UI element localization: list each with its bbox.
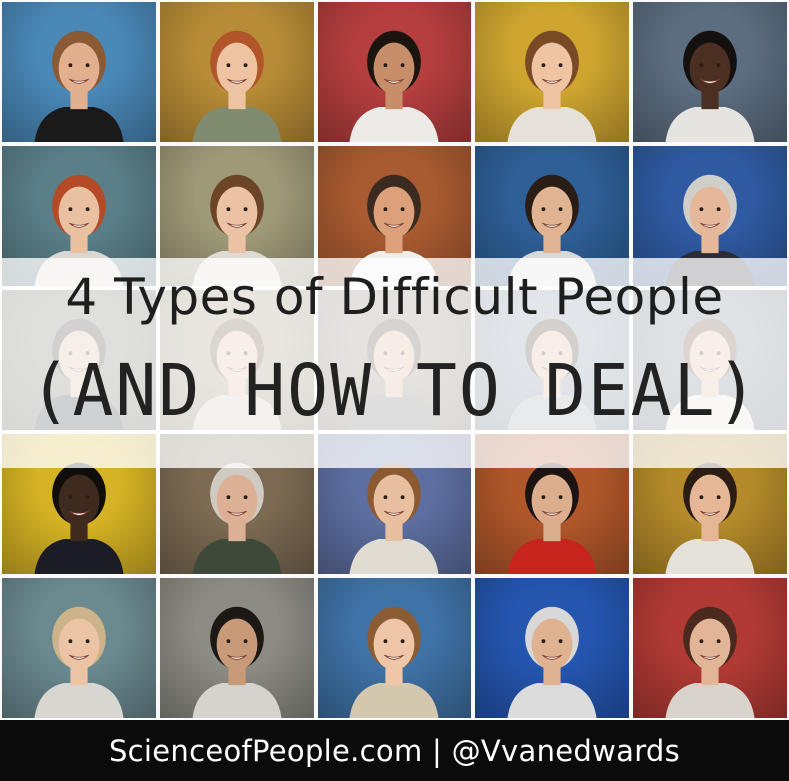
shirt-shape — [192, 107, 282, 142]
portrait-tile — [318, 578, 472, 718]
portrait-tile — [2, 2, 156, 142]
eye-shape — [243, 495, 247, 499]
portrait-tile — [160, 578, 314, 718]
eye-shape — [717, 495, 721, 499]
portrait-tile — [475, 2, 629, 142]
portrait-tile — [318, 2, 472, 142]
face-shape — [58, 619, 99, 671]
shirt-shape — [665, 683, 755, 718]
person-silhouette — [338, 19, 452, 142]
face-shape — [690, 619, 731, 671]
eye-shape — [401, 639, 405, 643]
person-silhouette — [22, 451, 136, 574]
shirt-shape — [192, 683, 282, 718]
eye-shape — [717, 63, 721, 67]
shirt-shape — [665, 107, 755, 142]
eye-shape — [542, 495, 546, 499]
person-silhouette — [495, 595, 609, 718]
eye-shape — [542, 207, 546, 211]
eye-shape — [384, 495, 388, 499]
person-silhouette — [22, 19, 136, 142]
eye-shape — [226, 639, 230, 643]
face-shape — [532, 43, 573, 95]
eye-shape — [86, 639, 90, 643]
eye-shape — [559, 639, 563, 643]
eye-shape — [384, 639, 388, 643]
shirt-shape — [507, 539, 597, 574]
eye-shape — [226, 207, 230, 211]
eye-shape — [68, 207, 72, 211]
footer-credit: ScienceofPeople.com | @Vvanedwards — [108, 733, 681, 768]
face-shape — [216, 619, 257, 671]
eye-shape — [700, 639, 704, 643]
eye-shape — [542, 639, 546, 643]
person-silhouette — [495, 19, 609, 142]
eye-shape — [384, 207, 388, 211]
shirt-shape — [665, 539, 755, 574]
face-shape — [216, 475, 257, 527]
person-silhouette — [495, 451, 609, 574]
person-silhouette — [338, 451, 452, 574]
portrait-tile — [475, 578, 629, 718]
shirt-shape — [507, 683, 597, 718]
eye-shape — [700, 495, 704, 499]
eye-shape — [401, 63, 405, 67]
eye-shape — [717, 207, 721, 211]
eye-shape — [86, 495, 90, 499]
face-shape — [58, 43, 99, 95]
eye-shape — [226, 495, 230, 499]
title-line-1: 4 Types of Difficult People — [65, 268, 724, 326]
shirt-shape — [349, 539, 439, 574]
face-shape — [58, 187, 99, 239]
eye-shape — [86, 63, 90, 67]
person-silhouette — [22, 595, 136, 718]
portrait-tile — [633, 578, 787, 718]
eye-shape — [68, 63, 72, 67]
eye-shape — [542, 63, 546, 67]
eye-shape — [86, 207, 90, 211]
face-shape — [374, 43, 415, 95]
shirt-shape — [507, 107, 597, 142]
person-silhouette — [653, 595, 767, 718]
face-shape — [374, 619, 415, 671]
face-shape — [690, 43, 731, 95]
eye-shape — [700, 63, 704, 67]
portrait-tile — [633, 2, 787, 142]
face-shape — [216, 187, 257, 239]
eye-shape — [717, 639, 721, 643]
person-silhouette — [180, 451, 294, 574]
eye-shape — [243, 63, 247, 67]
eye-shape — [401, 495, 405, 499]
face-shape — [532, 187, 573, 239]
shirt-shape — [349, 107, 439, 142]
eye-shape — [401, 207, 405, 211]
person-silhouette — [180, 595, 294, 718]
eye-shape — [384, 63, 388, 67]
eye-shape — [559, 63, 563, 67]
person-silhouette — [338, 595, 452, 718]
face-shape — [690, 475, 731, 527]
eye-shape — [68, 639, 72, 643]
title-line-2: (AND HOW TO DEAL) — [29, 350, 760, 433]
eye-shape — [68, 495, 72, 499]
portrait-tile — [160, 2, 314, 142]
eye-shape — [559, 207, 563, 211]
face-shape — [374, 187, 415, 239]
face-shape — [532, 619, 573, 671]
shirt-shape — [192, 539, 282, 574]
shirt-shape — [34, 539, 124, 574]
face-shape — [216, 43, 257, 95]
eye-shape — [559, 495, 563, 499]
footer-banner — [0, 720, 789, 781]
shirt-shape — [34, 107, 124, 142]
shirt-shape — [34, 683, 124, 718]
shirt-shape — [349, 683, 439, 718]
person-silhouette — [653, 19, 767, 142]
face-shape — [690, 187, 731, 239]
eye-shape — [700, 207, 704, 211]
person-silhouette — [653, 451, 767, 574]
person-silhouette — [180, 19, 294, 142]
eye-shape — [243, 639, 247, 643]
face-shape — [532, 475, 573, 527]
eye-shape — [243, 207, 247, 211]
eye-shape — [226, 63, 230, 67]
face-shape — [58, 475, 99, 527]
face-shape — [374, 475, 415, 527]
portrait-tile — [2, 578, 156, 718]
